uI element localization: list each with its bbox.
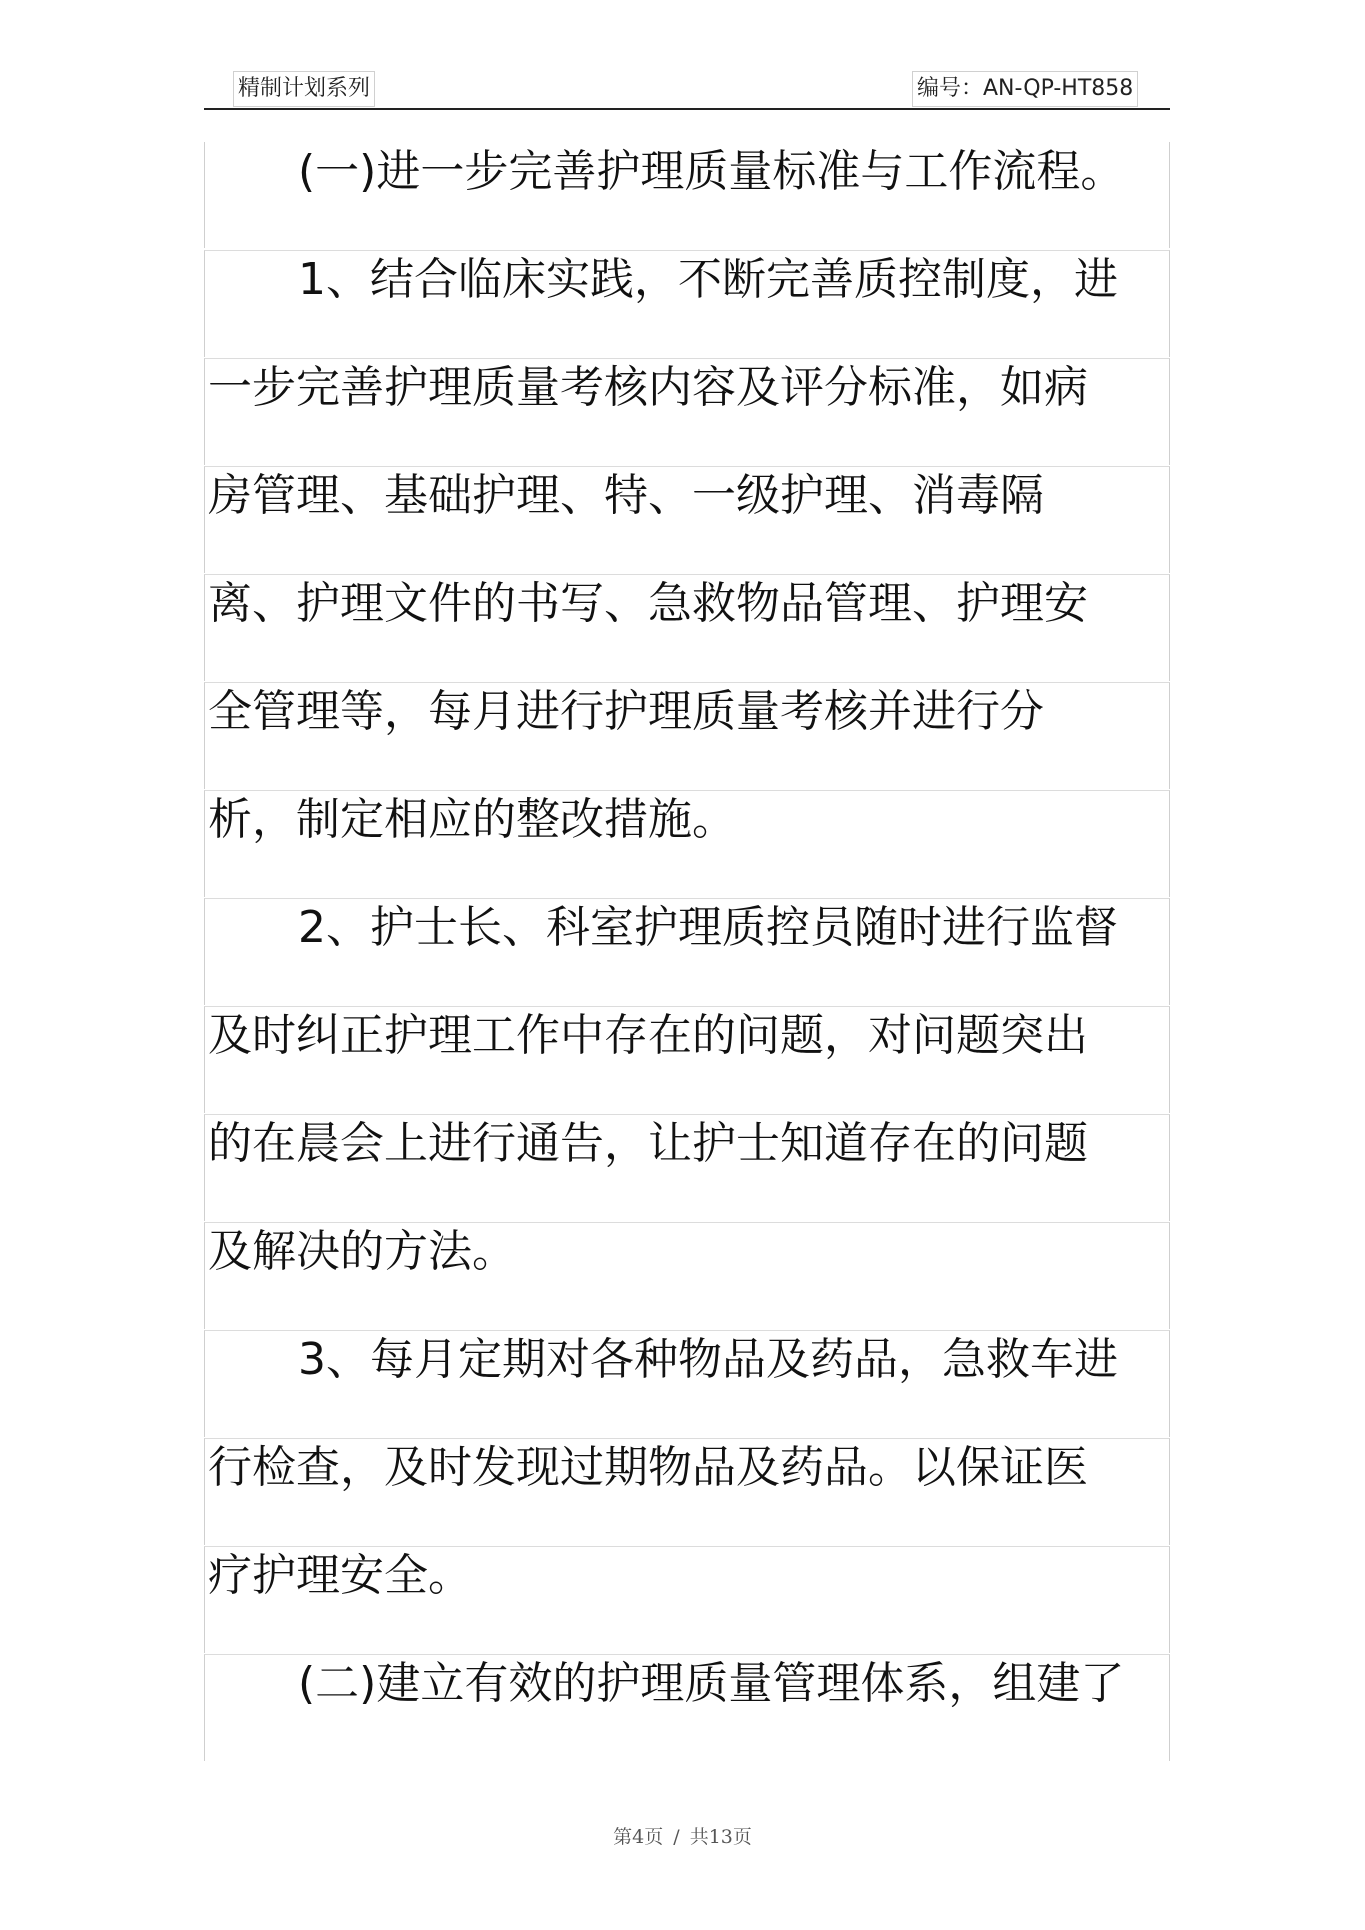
- page-total: 共13页: [689, 1826, 752, 1848]
- body-line-13: [204, 1438, 1170, 1546]
- header-document-number: 编号：AN-QP-HT858: [912, 71, 1138, 107]
- body-line-8: [204, 898, 1170, 1006]
- body-line-7: [204, 790, 1170, 898]
- body-line-4: [204, 466, 1170, 574]
- paragraph-text: 的在晨会上进行通告，让护士知道存在的问题: [208, 1118, 1088, 1169]
- body-line-15: [204, 1654, 1170, 1762]
- page-separator: /: [673, 1826, 680, 1848]
- paragraph-heading-1: (一)进一步完善护理质量标准与工作流程。: [298, 146, 1125, 197]
- paragraph-text: 疗护理安全。: [208, 1550, 472, 1601]
- body-line-5: [204, 574, 1170, 682]
- body-line-1: [204, 142, 1170, 250]
- paragraph-text: 及时纠正护理工作中存在的问题，对问题突出: [208, 1010, 1088, 1061]
- header-series-label: 精制计划系列: [233, 71, 375, 107]
- page-number: 第4页: [613, 1826, 664, 1848]
- body-line-6: [204, 682, 1170, 790]
- page-footer: [0, 1822, 1365, 1849]
- paragraph-text: 一步完善护理质量考核内容及评分标准，如病: [208, 362, 1088, 413]
- body-line-12: [204, 1330, 1170, 1438]
- body-line-10: [204, 1114, 1170, 1222]
- paragraph-text: 3、每月定期对各种物品及药品，急救车进: [298, 1334, 1118, 1385]
- paragraph-text: 2、护士长、科室护理质控员随时进行监督: [298, 902, 1118, 953]
- body-line-2: [204, 250, 1170, 358]
- paragraph-text: 析，制定相应的整改措施。: [208, 794, 736, 845]
- body-line-14: [204, 1546, 1170, 1654]
- paragraph-text: 房管理、基础护理、特、一级护理、消毒隔: [208, 470, 1044, 521]
- paragraph-text: 1、结合临床实践，不断完善质控制度，进: [298, 254, 1118, 305]
- paragraph-text: 全管理等，每月进行护理质量考核并进行分: [208, 686, 1044, 737]
- body-line-3: [204, 358, 1170, 466]
- paragraph-heading-2: (二)建立有效的护理质量管理体系，组建了: [298, 1658, 1125, 1709]
- paragraph-text: 行检查，及时发现过期物品及药品。以保证医: [208, 1442, 1088, 1493]
- paragraph-text: 离、护理文件的书写、急救物品管理、护理安: [208, 578, 1088, 629]
- body-line-9: [204, 1006, 1170, 1114]
- header-divider: [204, 108, 1170, 110]
- paragraph-text: 及解决的方法。: [208, 1226, 516, 1277]
- body-line-11: [204, 1222, 1170, 1330]
